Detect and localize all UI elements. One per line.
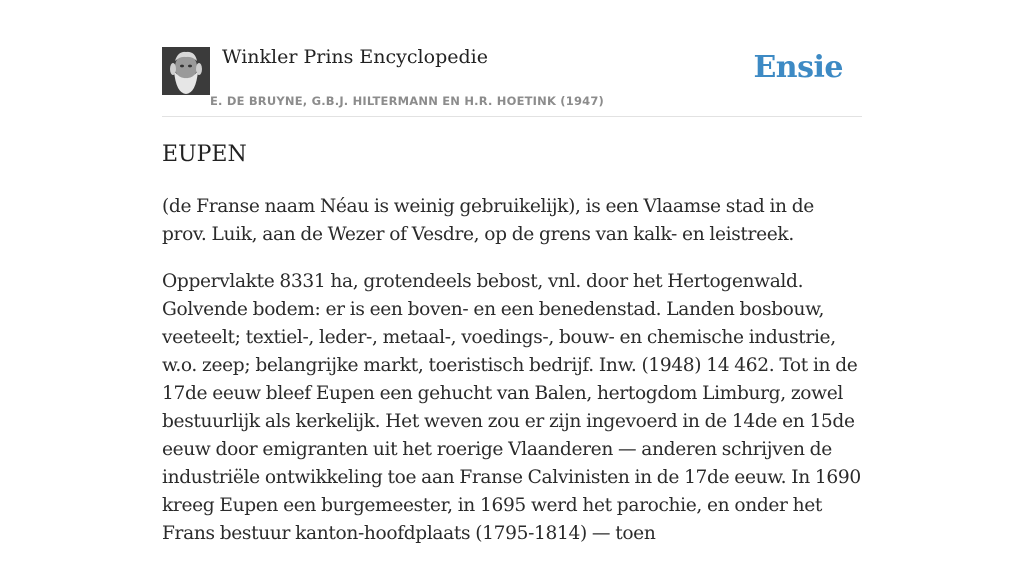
site-header [162,0,862,117]
author-avatar[interactable] [162,47,210,95]
site-title[interactable]: Winkler Prins Encyclopedie [222,46,488,68]
article-title: EUPEN [162,142,247,167]
bearded-man-portrait-icon [162,47,210,95]
article-body [162,193,862,567]
authors-line: E. DE BRUYNE, G.B.J. HILTERMANN EN H.R. HOETINK (1947) [210,94,605,108]
ensie-logo-link[interactable]: Ensie [753,50,843,85]
article-paragraph: (de Franse naam Néau is weinig gebruikelijk), is een Vlaamse stad in de prov. Luik, aan de Wezer of Vesdre, op de grens van kalk- en leistreek. [162,196,814,245]
page-container [162,0,862,544]
article-paragraph: Oppervlakte 8331 ha, grotendeels bebost, vnl. door het Hertogenwald. Golvende bodem: er is een boven- en een benedenstad. Landen bosbouw, veeteelt; textiel-, leder-, metaal-, voedings-, bouw- en chemische industrie, w.o. zeep; belangrijke markt, toeristisch bedrijf. Inw. (1948) 14 462. Tot in de 17de eeuw bleef Eupen een gehucht van Balen, hertogdom Limburg, zowel bestuurlijk als kerkelijk. Het weven zou er zijn ingevoerd in de 14de en 15de eeuw door emigranten uit het roerige Vlaanderen — anderen schrijven de industriële ontwikkeling toe aan Franse Calvinisten in de 17de eeuw. In 1690 kreeg Eupen een burgemeester, in 1695 werd het parochie, en onder het Frans bestuur kanton-hoofdplaats (1795-1814) — toen [162,271,861,544]
